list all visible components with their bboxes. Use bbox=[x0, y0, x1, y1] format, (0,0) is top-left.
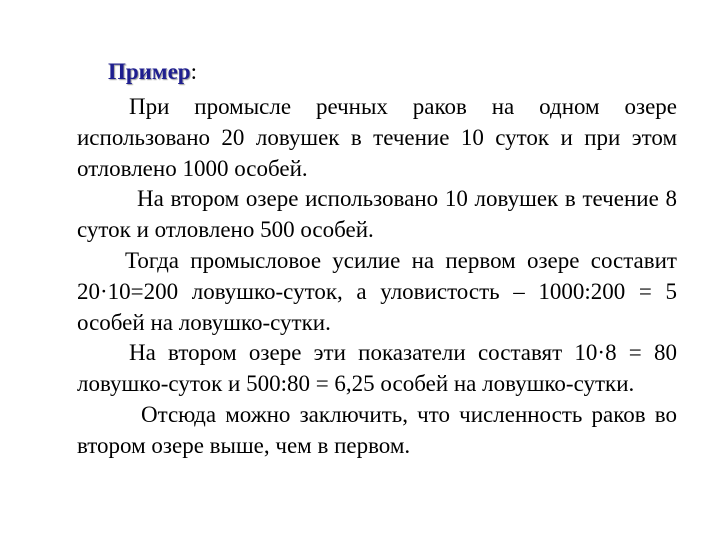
paragraph-first-lake-effort: Тогда промысловое усилие на первом озере составит 20·10=200 ловушко-суток, а уловистость – 1000:200 = 5 особей на ловушко-сутки. bbox=[77, 247, 677, 335]
heading-colon: : bbox=[190, 59, 197, 84]
paragraph-second-lake-effort: На втором озере эти показатели составят 10·8 = 80 ловушко-суток и 500:80 = 6,25 особей на ловушко-сутки. bbox=[77, 340, 677, 397]
example-heading bbox=[108, 58, 197, 86]
paragraph-second-lake: На втором озере использовано 10 ловушек в течение 8 суток и отловлено 500 особей. bbox=[77, 186, 677, 243]
paragraph-first-lake: При промысле речных раков на одном озере использовано 20 ловушек в течение 10 суток и при этом отловлено 1000 особей. bbox=[77, 94, 677, 181]
body-text bbox=[77, 92, 677, 462]
heading-title: Пример bbox=[108, 59, 191, 84]
paragraph-conclusion: Отсюда можно заключить, что численность раков во втором озере выше, чем в первом. bbox=[77, 401, 677, 458]
